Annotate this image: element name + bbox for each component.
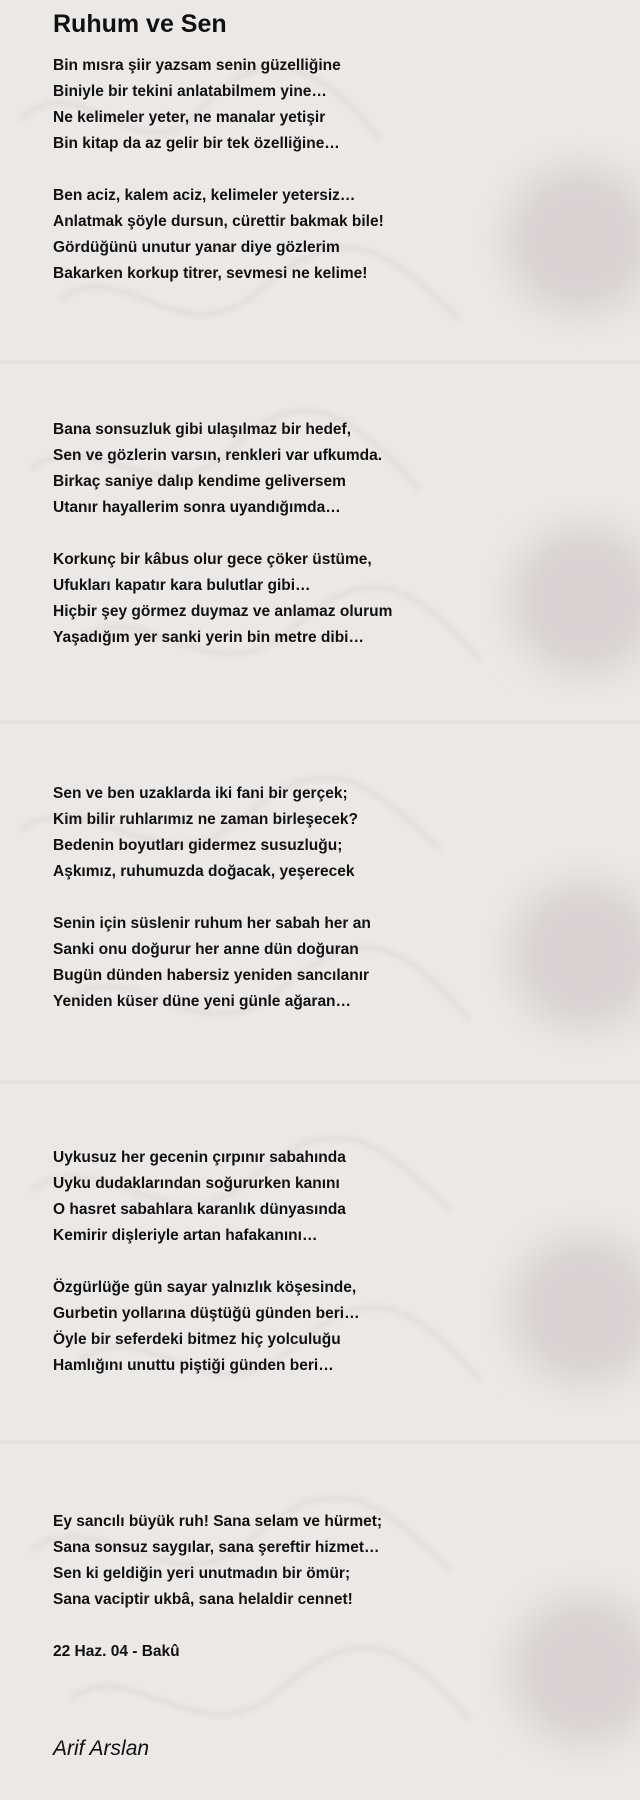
- poem-line: Sen ki geldiğin yeri unutmadın bir ömür;: [53, 1565, 351, 1582]
- poem-line: Hamlığını unuttu piştiği günden beri…: [53, 1357, 334, 1374]
- poem-line: Bin kitap da az gelir bir tek özelliğine…: [53, 135, 340, 152]
- poem-line: Yaşadığım yer sanki yerin bin metre dibi…: [53, 629, 364, 646]
- section-spacer: [53, 1379, 613, 1509]
- poem-line: Ey sancılı büyük ruh! Sana selam ve hürmet;: [53, 1513, 383, 1530]
- poem-line: Bana sonsuzluk gibi ulaşılmaz bir hedef,: [53, 421, 352, 438]
- poem-line: Korkunç bir kâbus olur gece çöker üstüme,: [53, 551, 372, 568]
- section-spacer: [53, 1015, 613, 1145]
- poem-line: Utanır hayallerim sonra uyandığımda…: [53, 499, 341, 516]
- poem-line: Aşkımız, ruhumuzda doğacak, yeşerecek: [53, 863, 355, 880]
- poem-body: [53, 53, 613, 1665]
- stanza-spacer: [53, 1249, 613, 1275]
- poem-line: Uykusuz her gecenin çırpınır sabahında: [53, 1149, 346, 1166]
- poem-line: Sanki onu doğurur her anne dün doğuran: [53, 941, 359, 958]
- poem-line: Özgürlüğe gün sayar yalnızlık köşesinde,: [53, 1279, 357, 1296]
- poem-line: Biniyle bir tekini anlatabilmem yine…: [53, 83, 327, 100]
- poem-line: Bin mısra şiir yazsam senin güzelliğine: [53, 57, 341, 74]
- poem-line: Senin için süslenir ruhum her sabah her an: [53, 915, 371, 932]
- poem-line: O hasret sabahlara karanlık dünyasında: [53, 1201, 346, 1218]
- poem-line: Sen ve ben uzaklarda iki fani bir gerçek;: [53, 785, 348, 802]
- poem-date: 22 Haz. 04 - Bakû: [53, 1643, 180, 1660]
- author-name: Arif Arslan: [53, 1737, 150, 1760]
- stanza-spacer: [53, 1613, 613, 1639]
- poem-line: Sana vaciptir ukbâ, sana helaldir cennet!: [53, 1591, 353, 1608]
- section-spacer: [53, 287, 613, 417]
- poem-title: Ruhum ve Sen: [53, 10, 227, 38]
- poem-line: Kemirir dişleriyle artan hafakanını…: [53, 1227, 318, 1244]
- poem-line: Uyku dudaklarından soğururken kanını: [53, 1175, 340, 1192]
- poem-line: Gördüğünü unutur yanar diye gözlerim: [53, 239, 340, 256]
- section-spacer: [53, 651, 613, 781]
- poem-line: Sen ve gözlerin varsın, renkleri var ufkumda.: [53, 447, 383, 464]
- stanza-spacer: [53, 885, 613, 911]
- poem-line: Ben aciz, kalem aciz, kelimeler yetersiz…: [53, 187, 356, 204]
- poem-line: Bugün dünden habersiz yeniden sancılanır: [53, 967, 370, 984]
- poem-line: Birkaç saniye dalıp kendime geliversem: [53, 473, 346, 490]
- poem-line: Bedenin boyutları gidermez susuzluğu;: [53, 837, 343, 854]
- poem-line: Ne kelimeler yeter, ne manalar yetişir: [53, 109, 326, 126]
- poem-line: Bakarken korkup titrer, sevmesi ne kelime!: [53, 265, 368, 282]
- poem-line: Gurbetin yollarına düştüğü günden beri…: [53, 1305, 360, 1322]
- poem-line: Anlatmak şöyle dursun, cürettir bakmak bile!: [53, 213, 384, 230]
- poem-line: Kim bilir ruhlarımız ne zaman birleşecek?: [53, 811, 358, 828]
- stanza-spacer: [53, 157, 613, 183]
- poem-line: Ufukları kapatır kara bulutlar gibi…: [53, 577, 311, 594]
- poem-line: Yeniden küser düne yeni günle ağaran…: [53, 993, 352, 1010]
- poem-line: Sana sonsuz saygılar, sana şereftir hizmet…: [53, 1539, 380, 1556]
- stanza-spacer: [53, 521, 613, 547]
- poem-line: Hiçbir şey görmez duymaz ve anlamaz olurum: [53, 603, 393, 620]
- poem-line: Öyle bir seferdeki bitmez hiç yolculuğu: [53, 1331, 341, 1348]
